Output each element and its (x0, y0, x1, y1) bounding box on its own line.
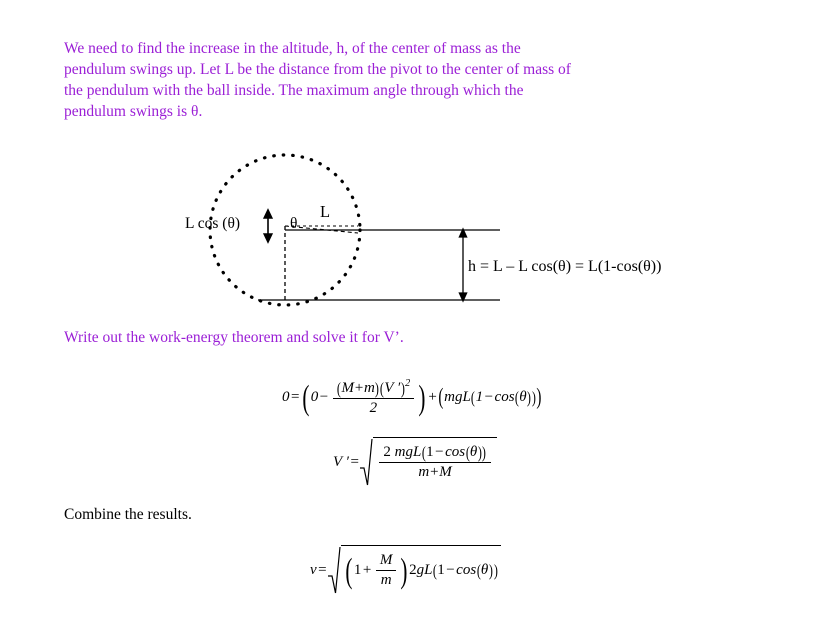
eq3-two: 2 (409, 562, 417, 579)
radical-glyph (360, 437, 373, 487)
eq1-open-paren4: ( (514, 387, 519, 407)
pendulum-diagram-svg (180, 130, 720, 315)
eq1-inner-zero: 0 (310, 389, 319, 406)
eq3-close-paren3: ) (488, 560, 493, 580)
eq2-coeff: 2 (383, 444, 391, 460)
eq2-close-paren: ) (482, 442, 487, 462)
eq2-one: 1 (426, 444, 434, 460)
eq3-lhs: v (310, 561, 317, 578)
eq3-fraction (376, 552, 397, 590)
equation-work-energy (282, 378, 542, 418)
eq2-cos: cos (445, 444, 466, 460)
eq2-numerator (379, 444, 490, 463)
eq1-close-paren3: ) (531, 387, 536, 407)
eq1-close-paren2: ) (536, 384, 542, 411)
intro-line-3: the pendulum with the ball inside. The maximum angle through which the (64, 82, 524, 99)
h-equation-label: h = L – L cos(θ) = L(1-cos(θ)) (468, 258, 662, 275)
eq2-radicand (373, 437, 496, 487)
eq3-close-paren2: ) (493, 560, 498, 580)
pendulum-figure (180, 130, 720, 315)
eq3-numerator: M (376, 552, 397, 571)
combine-prompt: Combine the results. (64, 506, 192, 523)
eq2-open-paren: ( (421, 442, 426, 462)
eq3-minus: − (446, 562, 455, 579)
eq1-num-close2: ) (400, 378, 405, 398)
eq3-radical (328, 545, 501, 595)
intro-line-2: pendulum swings up. Let L be the distance from the pivot to the center of mass of (64, 61, 571, 78)
eq2-theta: θ (469, 444, 478, 460)
eq1-num-open1: ( (337, 378, 342, 398)
eq1-mass-sum: M+m (341, 380, 375, 396)
eq2-radical-sign (360, 437, 373, 487)
label-L: L (320, 202, 331, 221)
equation-velocity-prime (333, 437, 497, 487)
intro-line-4: pendulum swings is θ. (64, 103, 203, 120)
eq3-close-paren: ) (400, 551, 408, 591)
label-theta: θ (290, 215, 298, 232)
eq3-denominator: m (380, 572, 392, 589)
eq1-num-open2: ( (380, 378, 385, 398)
eq1-velocity: V ′ (384, 380, 401, 396)
eq2-minus: − (435, 444, 444, 460)
eq1-close-paren4: ) (527, 387, 532, 407)
eq2-radical (360, 437, 496, 487)
eq3-one: 1 (353, 562, 362, 579)
eq1-open-paren: ( (302, 378, 310, 418)
eq2-fraction (379, 444, 490, 482)
eq1-minus2: − (484, 389, 494, 406)
eq1-equals: = (291, 389, 300, 406)
eq3-plus: + (362, 562, 372, 579)
eq3-cos: cos (456, 562, 477, 579)
eq1-theta: θ (519, 389, 527, 406)
eq3-open-paren: ( (345, 551, 353, 591)
eq1-plus: + (428, 389, 437, 406)
eq2-mgl: mgL (394, 444, 422, 460)
label-l-cos-theta: L cos (θ) (185, 215, 241, 232)
eq1-denominator: 2 (369, 400, 378, 417)
eq3-equals: = (318, 561, 327, 578)
eq3-theta: θ (480, 562, 489, 579)
eq3-gl: gL (416, 562, 433, 579)
h-arrow (459, 229, 466, 301)
eq2-denominator: m+M (418, 464, 452, 481)
eq1-one: 1 (475, 389, 484, 406)
equation-final-velocity (310, 545, 501, 595)
eq2-open-paren2: ( (465, 442, 470, 462)
eq2-lhs: V ′ (333, 453, 349, 470)
eq1-cos: cos (494, 389, 515, 406)
eq1-lhs: 0 (282, 389, 290, 406)
eq1-numerator (333, 378, 414, 399)
eq2-equals: = (350, 453, 359, 470)
intro-paragraph (64, 38, 764, 122)
eq1-fraction (333, 378, 414, 418)
eq1-exponent: 2 (405, 378, 411, 389)
eq3-open-paren2: ( (432, 560, 437, 580)
eq1-open-paren2: ( (438, 384, 444, 411)
eq3-radical-sign (328, 545, 341, 595)
eq3-open-paren3: ( (476, 560, 481, 580)
lcos-arrow (264, 210, 272, 242)
eq3-inner-one: 1 (437, 562, 445, 579)
intro-line-1: We need to find the increase in the altitude, h, of the center of mass as the (64, 40, 521, 57)
eq1-mgl: mgL (444, 389, 471, 406)
eq1-open-paren3: ( (471, 387, 476, 407)
work-energy-prompt: Write out the work-energy theorem and solve it for V’. (64, 329, 404, 346)
eq1-minus: − (319, 389, 329, 406)
eq3-radicand (341, 545, 501, 595)
radical-glyph-2 (328, 545, 341, 595)
eq1-close-paren: ) (418, 378, 426, 418)
eq1-num-close1: ) (375, 378, 380, 398)
eq2-close-paren2: ) (477, 442, 482, 462)
